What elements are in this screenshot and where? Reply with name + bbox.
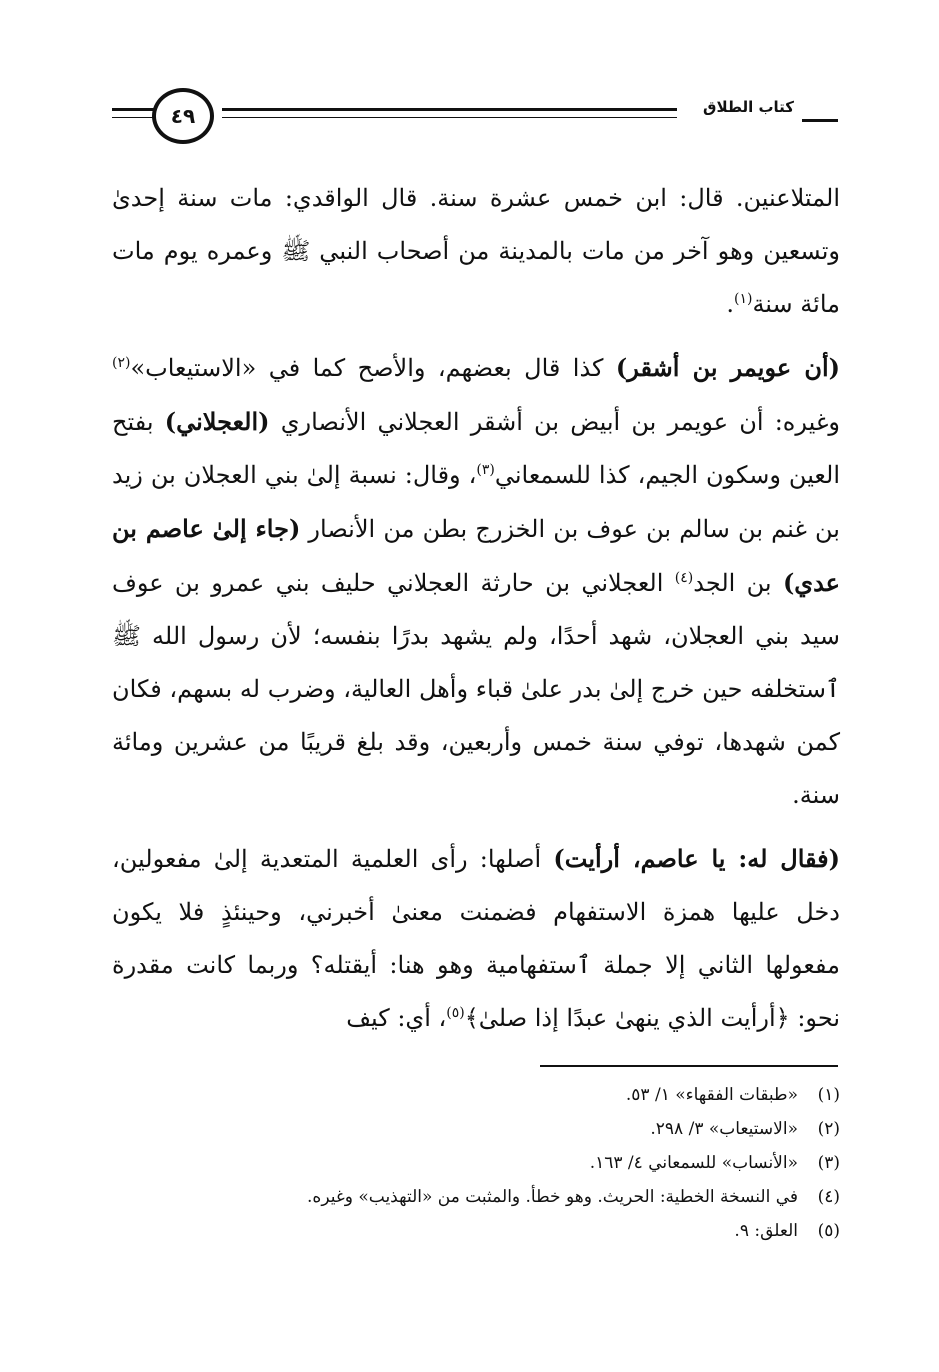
- bold-phrase: (جاء إلىٰ عاصم بن عدي): [112, 514, 840, 597]
- footnote-3: [112, 1146, 840, 1180]
- text-fragment: وغيره: أن عويمر بن أبيض بن أشقر العجلاني: [377, 408, 840, 436]
- footnote-2: [112, 1112, 840, 1146]
- text-fragment: .: [726, 290, 734, 318]
- chapter-title: كتاب الطلاق: [703, 98, 794, 116]
- paragraph-1: [112, 172, 840, 331]
- footnote-number: (٤): [817, 1187, 840, 1207]
- footnote-separator: [540, 1065, 838, 1067]
- footnote-ref-1: (١): [733, 291, 753, 307]
- text-fragment: بن الجد: [693, 569, 783, 597]
- footnote-number: (٥): [817, 1221, 840, 1241]
- footnote-text: «الأنساب» للسمعاني ٤/ ١٦٣.: [589, 1153, 798, 1173]
- footnotes: [112, 1078, 840, 1248]
- text-fragment: بفتح العين وسكون الجيم، كذا للسمعاني: [112, 408, 840, 489]
- text-fragment: مفعولين، دخل عليها همزة الاستفهام فضمنت معنىٰ أخبرني، وحينئذٍ: [112, 845, 840, 926]
- text-fragment: الخزرج بطن من الأنصار: [300, 515, 546, 543]
- text-fragment: فلا يكون مفعولها الثاني إلا جملة ٱستفهامية وهو هنا: أيقتله؟ وربما: [112, 898, 840, 979]
- header-rule-left: [112, 108, 154, 118]
- text-fragment: كانت مقدرة نحو: ﴿أرأيت الذي ينهىٰ عبدًا إذا صلىٰ﴾: [112, 951, 840, 1032]
- text-fragment: «الاستيعاب»: [130, 354, 257, 382]
- page-header: [112, 88, 838, 168]
- text-line: مائة سنة: [752, 290, 840, 318]
- footnote-1: [112, 1078, 840, 1112]
- text-fragment: ، أي: كيف: [346, 1004, 447, 1032]
- footnote-ref-2: (٢): [112, 355, 131, 371]
- text-line: المتلاعنين. قال: ابن خمس عشرة سنة. قال الواقدي: مات سنة إحدىٰ: [112, 184, 840, 212]
- footnote-number: (٣): [817, 1153, 840, 1173]
- text-fragment: العجلان، شهد أحدًا، ولم يشهد بدرًا بنفسه؛ لأن رسول الله ﷺ: [112, 622, 745, 650]
- text-fragment: الأنصاري: [269, 408, 367, 436]
- text-fragment: عشرين ومائة سنة.: [112, 728, 840, 809]
- text-fragment: العجلاني بن حارثة العجلاني حليف بني عمرو بن عوف سيد بني: [112, 569, 840, 650]
- bold-phrase: (أن عويمر بن أشقر): [615, 353, 840, 382]
- footnote-text: العلق: ٩.: [734, 1221, 798, 1241]
- page-number-badge: [152, 88, 214, 144]
- footnote-text: «طبقات الفقهاء» ١/ ٥٣.: [625, 1085, 798, 1105]
- text-fragment: ،: [468, 461, 477, 489]
- paragraph-2: [112, 341, 840, 822]
- footnote-4: [112, 1180, 840, 1214]
- footnote-ref-4: (٤): [674, 570, 694, 586]
- footnote-number: (١): [817, 1085, 840, 1105]
- footnote-text: «الاستيعاب» ٣/ ٢٩٨.: [650, 1119, 798, 1139]
- body-text: [112, 172, 840, 1055]
- text-fragment: فكان كمن شهدها، توفي سنة خمس وأربعين، وقد بلغ قريبًا من: [112, 675, 841, 756]
- header-rule-far-right: [802, 119, 838, 122]
- page-number: ٤٩: [170, 104, 196, 128]
- header-rule-right: [222, 108, 677, 118]
- bold-phrase: (العجلاني): [164, 407, 270, 436]
- footnote-ref-5: (٥): [446, 1005, 465, 1021]
- footnote-text: في النسخة الخطية: الحريث. وهو خطأ. والمثبت من «التهذيب» وغيره.: [307, 1187, 798, 1207]
- text-fragment: ٱستخلفه حين خرج إلىٰ بدر علىٰ قباء وأهل العالية، وضرب له بسهم،: [169, 675, 840, 703]
- footnote-5: [112, 1214, 840, 1248]
- paragraph-3: [112, 832, 840, 1045]
- footnote-number: (٢): [817, 1119, 840, 1139]
- text-fragment: وقال: نسبة إلىٰ بني العجلان بن زيد بن غنم بن سالم بن عوف بن: [112, 461, 840, 543]
- text-fragment: أصلها: رأى العلمية المتعدية إلىٰ: [213, 845, 554, 873]
- text-fragment: كذا قال بعضهم، والأصح كما في: [268, 354, 616, 382]
- footnote-ref-3: (٣): [476, 462, 495, 478]
- text-line: وتسعين وهو آخر من مات بالمدينة من أصحاب النبي ﷺ وعمره يوم مات: [112, 237, 840, 265]
- bold-phrase: (فقال له: يا عاصم، أرأيت): [553, 844, 840, 873]
